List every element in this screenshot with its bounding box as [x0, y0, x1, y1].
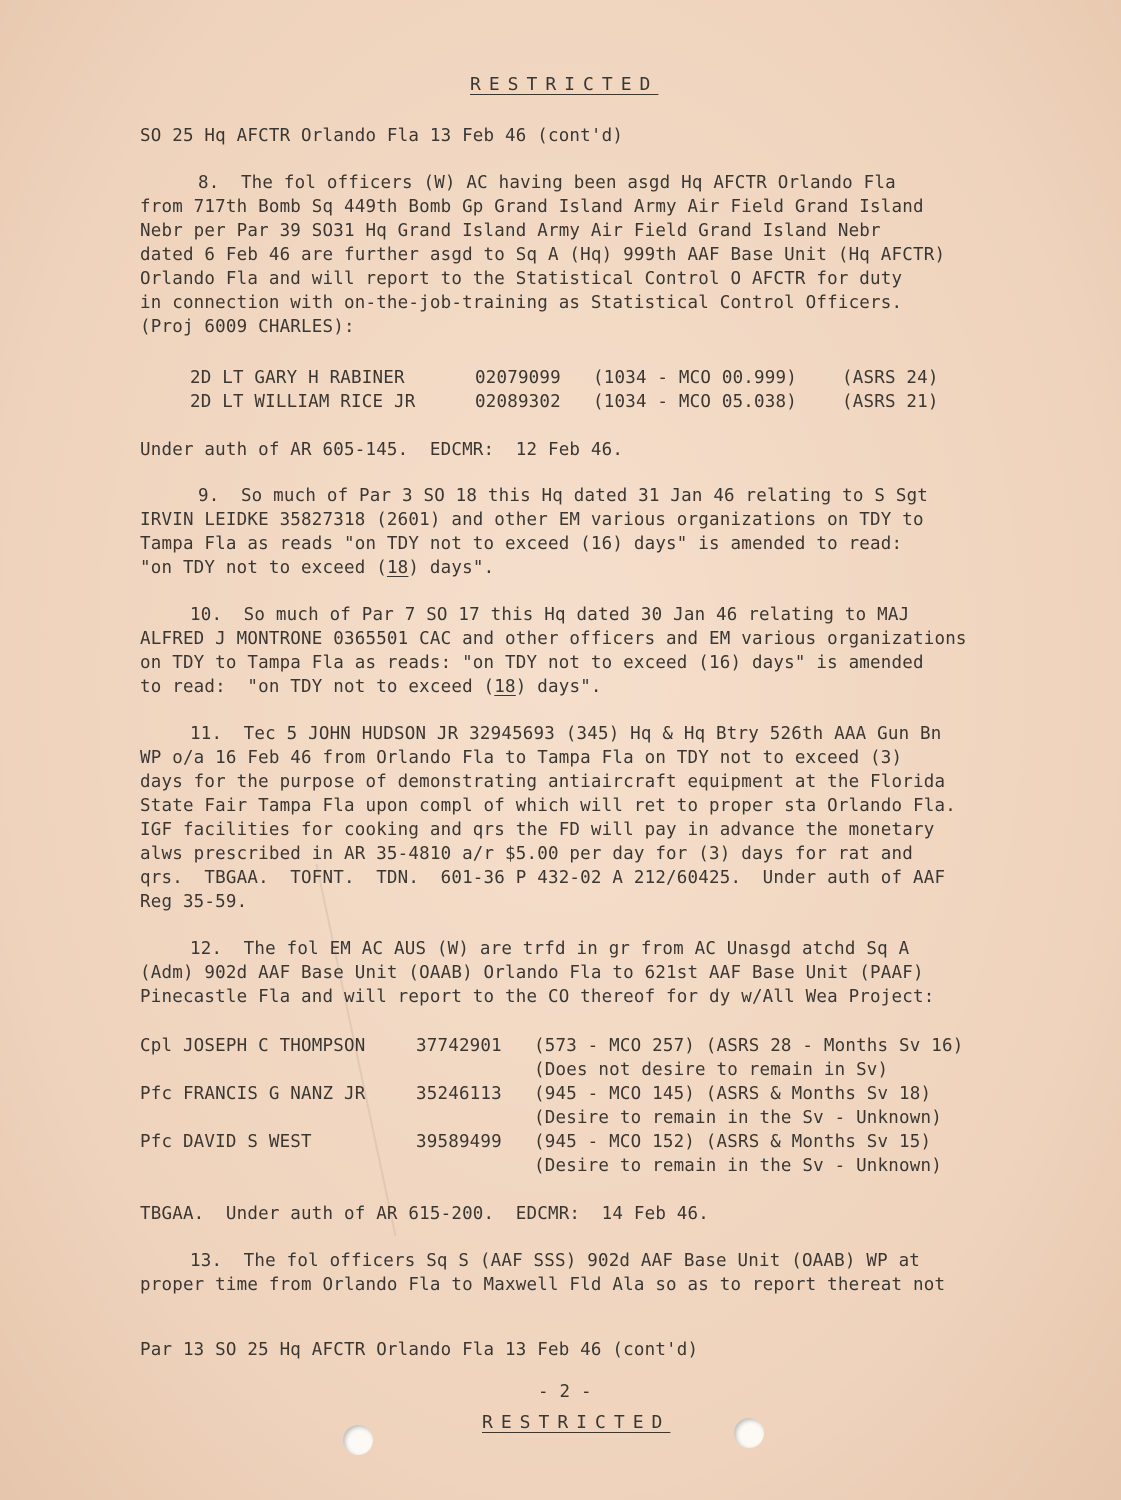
- paragraph-line: Orlando Fla and will report to the Statistical Control O AFCTR for duty: [140, 269, 903, 289]
- enlisted-name: Cpl JOSEPH C THOMPSON: [140, 1036, 366, 1056]
- paragraph-line: (Proj 6009 CHARLES):: [140, 317, 355, 337]
- paragraph-line: 10. So much of Par 7 SO 17 this Hq dated 30 Jan 46 relating to MAJ: [190, 605, 910, 625]
- paragraph-line: WP o/a 16 Feb 46 from Orlando Fla to Tampa Fla on TDY not to exceed (3): [140, 748, 903, 768]
- officer-serial: 02079099: [475, 368, 561, 388]
- paragraph-line: qrs. TBGAA. TOFNT. TDN. 601-36 P 432-02 A 212/60425. Under auth of AAF: [140, 868, 946, 888]
- paragraph-line: Nebr per Par 39 SO31 Hq Grand Island Army Air Field Grand Island Nebr: [140, 221, 881, 241]
- paragraph-line: Tampa Fla as reads "on TDY not to exceed (16) days" is amended to read:: [140, 534, 903, 554]
- paragraph-line: alws prescribed in AR 35-4810 a/r $5.00 per day for (3) days for rat and: [140, 844, 913, 864]
- amended-days: 18: [386, 558, 409, 578]
- officer-name: 2D LT GARY H RABINER: [190, 368, 405, 388]
- restricted-footer: RESTRICTED: [482, 1412, 671, 1433]
- enlisted-code: (573 - MCO 257) (ASRS 28 - Months Sv 16): [534, 1036, 964, 1056]
- enlisted-serial: 37742901: [416, 1036, 502, 1056]
- paragraph-line: 12. The fol EM AC AUS (W) are trfd in gr from AC Unasgd atchd Sq A: [190, 939, 910, 959]
- paragraph-line: days for the purpose of demonstrating antiaircraft equipment at the Florida: [140, 772, 946, 792]
- enlisted-serial: 39589499: [416, 1132, 502, 1152]
- authority-line: TBGAA. Under auth of AR 615-200. EDCMR: 14 Feb 46.: [140, 1204, 710, 1224]
- paragraph-line: 9. So much of Par 3 SO 18 this Hq dated 31 Jan 46 relating to S Sgt: [198, 486, 929, 506]
- enlisted-note: (Desire to remain in the Sv - Unknown): [534, 1156, 942, 1176]
- paragraph-line: 11. Tec 5 JOHN HUDSON JR 32945693 (345) Hq & Hq Btry 526th AAA Gun Bn: [190, 724, 942, 744]
- officer-code: (1034 - MCO 05.038): [593, 392, 797, 412]
- paragraph-line: IGF facilities for cooking and qrs the FD will pay in advance the monetary: [140, 820, 935, 840]
- paragraph-line: 13. The fol officers Sq S (AAF SSS) 902d AAF Base Unit (OAAB) WP at: [190, 1251, 921, 1271]
- paragraph-line: 8. The fol officers (W) AC having been asgd Hq AFCTR Orlando Fla: [198, 173, 896, 193]
- restricted-header: RESTRICTED: [470, 74, 659, 95]
- paragraph-line: Pinecastle Fla and will report to the CO thereof for dy w/All Wea Project:: [140, 987, 935, 1007]
- punch-hole: [343, 1425, 373, 1455]
- paragraph-line: proper time from Orlando Fla to Maxwell Fld Ala so as to report thereat not: [140, 1275, 946, 1295]
- paragraph-line: Reg 35-59.: [140, 892, 248, 912]
- officer-serial: 02089302: [475, 392, 561, 412]
- officer-name: 2D LT WILLIAM RICE JR: [190, 392, 416, 412]
- continuation-line: Par 13 SO 25 Hq AFCTR Orlando Fla 13 Feb 46 (cont'd): [140, 1340, 699, 1360]
- paragraph-line: in connection with on-the-job-training as Statistical Control Officers.: [140, 293, 903, 313]
- paragraph-line: from 717th Bomb Sq 449th Bomb Gp Grand Island Army Air Field Grand Island: [140, 197, 924, 217]
- paragraph-line: "on TDY not to exceed (18) days".: [140, 558, 495, 578]
- enlisted-serial: 35246113: [416, 1084, 502, 1104]
- enlisted-note: (Does not desire to remain in Sv): [534, 1060, 889, 1080]
- paragraph-line: ALFRED J MONTRONE 0365501 CAC and other officers and EM various organizations: [140, 629, 967, 649]
- paragraph-line: State Fair Tampa Fla upon compl of which will ret to proper sta Orlando Fla.: [140, 796, 956, 816]
- enlisted-code: (945 - MCO 152) (ASRS & Months Sv 15): [534, 1132, 932, 1152]
- reference-line: SO 25 Hq AFCTR Orlando Fla 13 Feb 46 (cont'd): [140, 126, 624, 146]
- paragraph-line: IRVIN LEIDKE 35827318 (2601) and other EM various organizations on TDY to: [140, 510, 924, 530]
- page-number: - 2 -: [538, 1382, 592, 1402]
- paragraph-line: on TDY to Tampa Fla as reads: "on TDY not to exceed (16) days" is amended: [140, 653, 924, 673]
- paragraph-line: (Adm) 902d AAF Base Unit (OAAB) Orlando Fla to 621st AAF Base Unit (PAAF): [140, 963, 924, 983]
- enlisted-name: Pfc DAVID S WEST: [140, 1132, 312, 1152]
- punch-hole: [734, 1418, 764, 1448]
- enlisted-name: Pfc FRANCIS G NANZ JR: [140, 1084, 366, 1104]
- officer-code: (1034 - MCO 00.999): [593, 368, 797, 388]
- paragraph-line: dated 6 Feb 46 are further asgd to Sq A (Hq) 999th AAF Base Unit (Hq AFCTR): [140, 245, 946, 265]
- officer-asrs: (ASRS 24): [842, 368, 939, 388]
- officer-asrs: (ASRS 21): [842, 392, 939, 412]
- enlisted-code: (945 - MCO 145) (ASRS & Months Sv 18): [534, 1084, 932, 1104]
- enlisted-note: (Desire to remain in the Sv - Unknown): [534, 1108, 942, 1128]
- paragraph-line: to read: "on TDY not to exceed (18) days".: [140, 677, 602, 697]
- authority-line: Under auth of AR 605-145. EDCMR: 12 Feb 46.: [140, 440, 624, 460]
- amended-days: 18: [494, 677, 516, 697]
